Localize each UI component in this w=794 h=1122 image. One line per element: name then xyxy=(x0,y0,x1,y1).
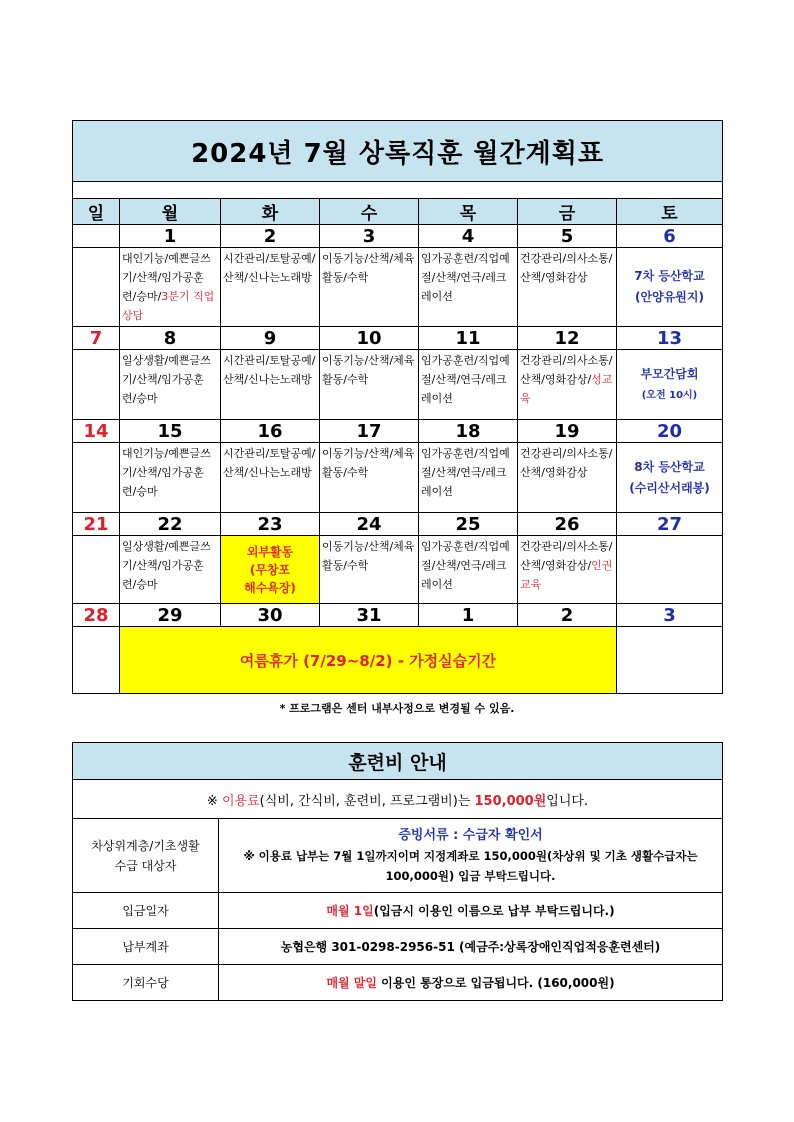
program-fri xyxy=(518,350,617,420)
date-thu: 25 xyxy=(419,513,518,536)
program-highlight: 성교육 xyxy=(520,373,613,405)
date-wed: 3 xyxy=(320,225,419,248)
program-tue: 시간관리/토탈공예/산책/신나는노래방 xyxy=(221,443,320,513)
program-sun xyxy=(73,248,120,327)
date-wed: 24 xyxy=(320,513,419,536)
date-fri: 19 xyxy=(518,420,617,443)
program-row-week2 xyxy=(73,350,723,420)
date-mon: 8 xyxy=(120,327,221,350)
program-row-week3 xyxy=(73,443,723,513)
program-text: 대인기능/예쁜글쓰기/산책/임가공훈련/승마/ xyxy=(122,252,211,303)
date-sun: 14 xyxy=(73,420,120,443)
fee-suffix: 입니다. xyxy=(546,793,589,809)
program-sat: 8차 등산학교 (수리산서래봉) xyxy=(617,443,723,513)
program-mon: 일상생활/예쁜글쓰기/산책/임가공훈련/승마 xyxy=(120,536,221,604)
program-sat xyxy=(617,350,723,420)
date-sat: 3 xyxy=(617,604,723,627)
payment-instruction: ※ 이용료 납부는 7월 1일까지이며 지정계좌로 150,000원(차상위 및 기초 생활수급자는 100,000원) 입금 부탁드립니다. xyxy=(243,848,698,883)
program-fri xyxy=(518,536,617,604)
date-wed: 10 xyxy=(320,327,419,350)
date-sun: 7 xyxy=(73,327,120,350)
allowance-detail xyxy=(219,965,723,1001)
vacation-row xyxy=(73,627,723,694)
event-title: 부모간담회 xyxy=(640,366,699,381)
account-label: 납부계좌 xyxy=(73,929,219,965)
program-tue: 시간관리/토탈공예/산책/신나는노래방 xyxy=(221,248,320,327)
fee-items: (식비, 간식비, 훈련비, 프로그램비)는 xyxy=(259,793,475,809)
deposit-date-label: 입금일자 xyxy=(73,893,219,929)
weekday-header-row xyxy=(73,199,723,225)
weekday-fri: 금 xyxy=(518,199,617,225)
date-fri: 26 xyxy=(518,513,617,536)
program-wed: 이동기능/산책/체육활동/수학 xyxy=(320,248,419,327)
date-sun: 28 xyxy=(73,604,120,627)
program-row-week4 xyxy=(73,536,723,604)
weekday-sat: 토 xyxy=(617,199,723,225)
date-sat: 13 xyxy=(617,327,723,350)
program-thu: 임가공훈련/직업예절/산책/연극/레크레이션 xyxy=(419,350,518,420)
date-mon: 15 xyxy=(120,420,221,443)
program-highlight: 3분기 직업상담 xyxy=(122,290,215,322)
proof-document: 증빙서류 : 수급자 확인서 xyxy=(398,827,543,843)
fee-amount: 150,000원 xyxy=(474,793,547,809)
weekday-thu: 목 xyxy=(419,199,518,225)
spacer-row xyxy=(73,182,723,199)
date-sat: 20 xyxy=(617,420,723,443)
date-mon: 1 xyxy=(120,225,221,248)
event-time: (오전 10시) xyxy=(641,389,698,401)
date-sat: 6 xyxy=(617,225,723,248)
date-row-week4 xyxy=(73,513,723,536)
program-sat xyxy=(617,627,723,694)
program-fri: 건강관리/의사소통/산책/영화감상 xyxy=(518,443,617,513)
date-row-week1 xyxy=(73,225,723,248)
program-fri: 건강관리/의사소통/산책/영화감상 xyxy=(518,248,617,327)
allowance-note: 이용인 통장으로 입금됩니다. (160,000원) xyxy=(376,976,615,990)
date-fri: 5 xyxy=(518,225,617,248)
deposit-date-detail xyxy=(219,893,723,929)
target-detail xyxy=(219,819,723,893)
program-wed: 이동기능/산책/체육활동/수학 xyxy=(320,443,419,513)
date-tue: 16 xyxy=(221,420,320,443)
program-wed: 이동기능/산책/체육활동/수학 xyxy=(320,536,419,604)
program-sun xyxy=(73,627,120,694)
schedule-change-note: * 프로그램은 센터 내부사정으로 변경될 수 있음. xyxy=(279,702,515,715)
weekday-mon: 월 xyxy=(120,199,221,225)
deposit-note: (입금시 이용인 이름으로 납부 부탁드립니다.) xyxy=(373,904,615,918)
program-thu: 임가공훈련/직업예절/산책/연극/레크레이션 xyxy=(419,248,518,327)
weekday-wed: 수 xyxy=(320,199,419,225)
date-mon: 22 xyxy=(120,513,221,536)
date-tue: 9 xyxy=(221,327,320,350)
program-thu: 임가공훈련/직업예절/산책/연극/레크레이션 xyxy=(419,536,518,604)
account-detail: 농협은행 301-0298-2956-51 (예금주:상록장애인직업적응훈련센터) xyxy=(219,929,723,965)
program-tue: 시간관리/토탈공예/산책/신나는노래방 xyxy=(221,350,320,420)
program-sat xyxy=(617,536,723,604)
program-row-week1 xyxy=(73,248,723,327)
summer-vacation-banner: 여름휴가 (7/29~8/2) - 가정실습기간 xyxy=(120,627,617,694)
monthly-plan-table xyxy=(72,120,723,694)
program-sun xyxy=(73,443,120,513)
allowance-day: 매월 말일 xyxy=(326,976,377,990)
program-sun xyxy=(73,350,120,420)
fee-title: 훈련비 안내 xyxy=(73,743,723,780)
training-fee-table xyxy=(72,742,723,1001)
fee-label: 이용료 xyxy=(221,793,260,809)
date-tue: 30 xyxy=(221,604,320,627)
weekday-tue: 화 xyxy=(221,199,320,225)
program-sat: 7차 등산학교 (안양유원지) xyxy=(617,248,723,327)
date-row-week5 xyxy=(73,604,723,627)
program-sun xyxy=(73,536,120,604)
date-thu: 4 xyxy=(419,225,518,248)
date-mon: 29 xyxy=(120,604,221,627)
weekday-sun: 일 xyxy=(73,199,120,225)
deposit-day: 매월 1일 xyxy=(326,904,374,918)
date-thu: 11 xyxy=(419,327,518,350)
note-mark: ※ xyxy=(206,793,222,809)
program-thu: 임가공훈련/직업예절/산책/연극/레크레이션 xyxy=(419,443,518,513)
date-tue: 23 xyxy=(221,513,320,536)
target-label: 차상위계층/기초생활 수급 대상자 xyxy=(73,819,219,893)
outing-event: 외부활동 (무창포 해수욕장) xyxy=(221,536,320,604)
fee-intro xyxy=(73,780,723,819)
date-fri: 12 xyxy=(518,327,617,350)
program-text: 건강관리/의사소통/산책/영화감상/ xyxy=(520,354,613,386)
program-highlight: 인권교육 xyxy=(520,559,613,591)
allowance-label: 기회수당 xyxy=(73,965,219,1001)
program-mon: 일상생활/예쁜글쓰기/산책/임가공훈련/승마 xyxy=(120,350,221,420)
date-wed: 17 xyxy=(320,420,419,443)
date-wed: 31 xyxy=(320,604,419,627)
date-thu: 18 xyxy=(419,420,518,443)
date-sun xyxy=(73,225,120,248)
date-row-week3 xyxy=(73,420,723,443)
date-tue: 2 xyxy=(221,225,320,248)
date-sat: 27 xyxy=(617,513,723,536)
program-mon xyxy=(120,248,221,327)
program-mon: 대인기능/예쁜글쓰기/산책/임가공훈련/승마 xyxy=(120,443,221,513)
date-thu: 1 xyxy=(419,604,518,627)
program-wed: 이동기능/산책/체육활동/수학 xyxy=(320,350,419,420)
calendar-title: 2024년 7월 상록직훈 월간계획표 xyxy=(73,121,723,182)
date-fri: 2 xyxy=(518,604,617,627)
date-row-week2 xyxy=(73,327,723,350)
date-sun: 21 xyxy=(73,513,120,536)
program-text: 건강관리/의사소통/산책/영화감상/ xyxy=(520,540,613,572)
